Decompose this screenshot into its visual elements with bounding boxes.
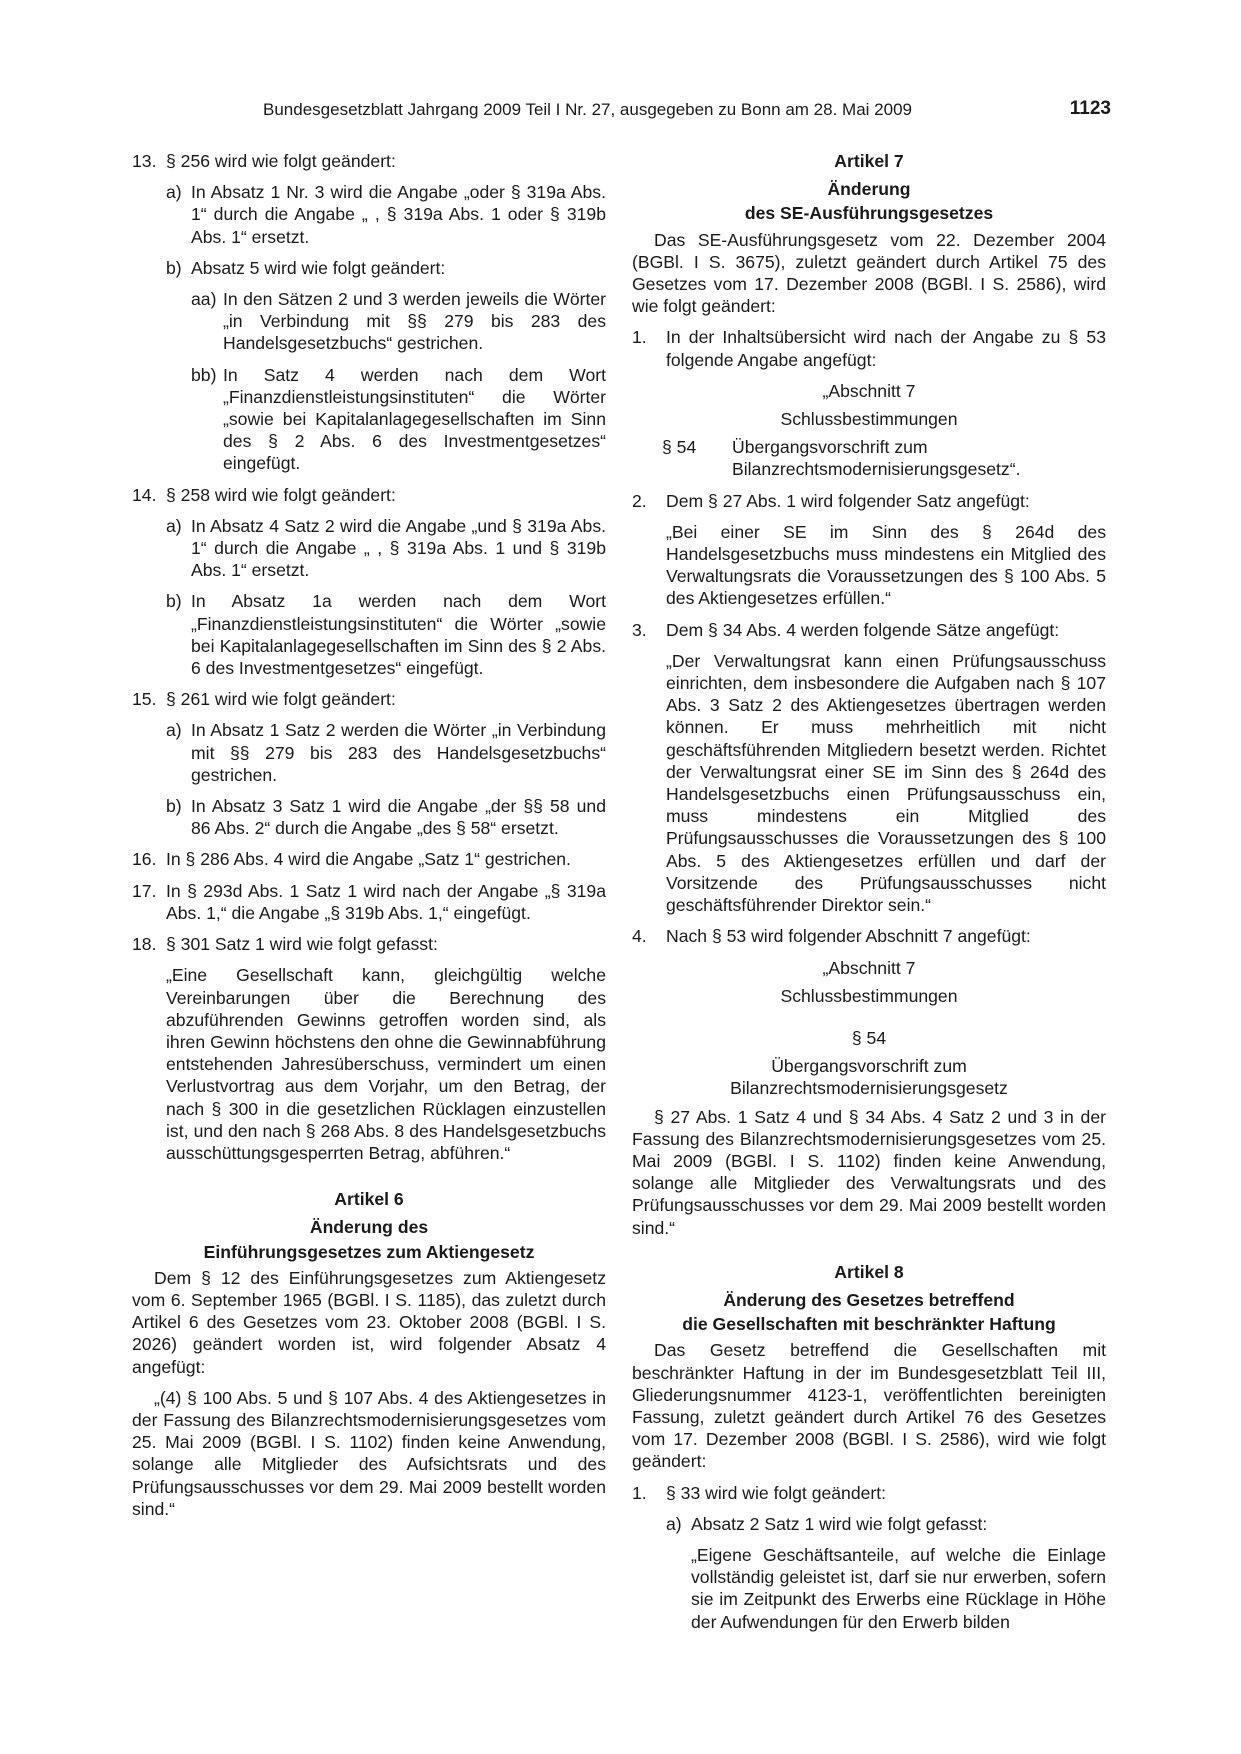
page-number: 1123 xyxy=(1069,98,1111,119)
paragraph-number: § 54 xyxy=(851,1027,887,1048)
article-heading: die Gesellschaften mit beschränkter Haftung xyxy=(682,1314,1056,1335)
paragraph-entry: § 54 Übergangsvorschrift zum Bilanzrechtsmodernisierungsgesetz“. xyxy=(662,437,1021,480)
page-header xyxy=(0,100,1241,126)
paragraph-title: Bilanzrechtsmodernisierungsgesetz xyxy=(730,1078,1008,1099)
right-column xyxy=(632,150,1106,1642)
article-title: Artikel 8 xyxy=(834,1261,904,1282)
list-item: aa) In den Sätzen 2 und 3 werden jeweils die Wörter „in Verbindung mit §§ 279 bis 283 des Handelsgesetzbuchs“ gestrichen. xyxy=(191,289,606,354)
list-item: a) In Absatz 4 Satz 2 wird die Angabe „und § 319a Abs. 1“ durch die Angabe „ , § 319a Abs. 1 und § 319b Abs. 1“ ersetzt. xyxy=(166,515,606,581)
quoted-text: „Eine Gesellschaft kann, gleichgültig welche Vereinbarungen über die Berechnung des abzuführenden Gewinns getroffen worden sind, als ihren Gewinn höchstens den ohne die Gewinnabführung entstehenden Jahresüberschuss, vermindert um einen Verlustvortrag aus dem Vorjahr, um den Betrag, der nach § 300 in die gesetzlichen Rücklagen einzustellen ist, und den nach § 268 Abs. 8 des Handelsgesetzbuchs ausschüttungsgesperrten Betrag, abführen.“ xyxy=(166,965,606,1163)
list-item: 15. § 261 wird wie folgt geändert: xyxy=(132,689,396,710)
list-item: a) In Absatz 1 Nr. 3 wird die Angabe „oder § 319a Abs. 1“ durch die Angabe „ , § 319a Abs. 1 oder § 319b Abs. 1“ ersetzt. xyxy=(166,182,606,247)
list-item: b) In Absatz 1a werden nach dem Wort „Finanzdienstleistungsinstituten“ die Wörter „sowie bei Kapitalanlagegesellschaften im Sinn des § 2 Abs. 6 des Investmentgesetzes“ eingefügt. xyxy=(166,591,606,679)
list-item: 16. In § 286 Abs. 4 wird die Angabe „Satz 1“ gestrichen. xyxy=(132,849,571,870)
article-intro: Das Gesetz betreffend die Gesellschaften mit beschränkter Haftung in der im Bundesgesetzblatt Teil III, Gliederungsnummer 4123-1, veröffentlichten bereinigten Fassung, zuletzt geändert durch Artikel 76 des Gesetzes vom 17. Dezember 2008 (BGBl. I S. 2586), wird wie folgt geändert: xyxy=(632,1340,1106,1472)
quoted-text: „Der Verwaltungsrat kann einen Prüfungsausschuss einrichten, dem insbesondere die Aufgaben nach § 107 Abs. 3 Satz 2 des Aktiengesetzes übertragen werden können. Er muss mehrheitlich mit nicht geschäftsführenden Mitgliedern besetzt werden. Richtet der Verwaltungsrat einer SE im Sinn des § 264d des Handelsgesetzbuchs einen Prüfungsausschuss ein, muss mindestens ein Mitglied des Prüfungsausschusses die Voraussetzungen des § 100 Abs. 5 des Aktiengesetzes erfüllen und darf der Vorsitzende des Prüfungsausschusses nicht geschäftsführender Direktor sein.“ xyxy=(666,650,1106,916)
list-item: 14. § 258 wird wie folgt geändert: xyxy=(132,484,396,505)
article-heading: des SE-Ausführungsgesetzes xyxy=(744,203,994,224)
list-item: 17. In § 293d Abs. 1 Satz 1 wird nach der Angabe „§ 319a Abs. 1,“ die Angabe „§ 319b Abs. 1,“ eingefügt. xyxy=(132,880,606,923)
article-heading: Einführungsgesetzes zum Aktiengesetz xyxy=(203,1241,535,1262)
section-label: „Abschnitt 7 xyxy=(822,957,916,978)
paragraph-title: Übergangsvorschrift zum xyxy=(771,1056,967,1077)
section-title: Schlussbestimmungen xyxy=(780,985,958,1006)
quoted-text: „(4) § 100 Abs. 5 und § 107 Abs. 4 des Aktiengesetzes in der Fassung des Bilanzrechtsmodernisierungsgesetzes vom 25. Mai 2009 (BGBl. I S. 1102) finden keine Anwendung, solange alle Mitglieder des Aufsichtsrats und des Prüfungsausschusses vor dem 29. Mai 2009 bestellt worden sind.“ xyxy=(132,1387,606,1519)
list-item: 1. § 33 wird wie folgt geändert: xyxy=(632,1482,887,1503)
article-intro: Das SE-Ausführungsgesetz vom 22. Dezember 2004 (BGBl. I S. 3675), zuletzt geändert durch Artikel 75 des Gesetzes vom 17. Dezember 2008 (BGBl. I S. 2586), wird wie folgt geändert: xyxy=(632,229,1106,317)
list-item: 3. Dem § 34 Abs. 4 werden folgende Sätze angefügt: xyxy=(632,619,1060,640)
list-item: 4. Nach § 53 wird folgender Abschnitt 7 angefügt: xyxy=(632,926,1031,947)
article-heading: Änderung xyxy=(827,179,911,200)
article-intro: Dem § 12 des Einführungsgesetzes zum Aktiengesetz vom 6. September 1965 (BGBl. I S. 1185), das zuletzt durch Artikel 6 des Gesetzes vom 23. Oktober 2008 (BGBl. I S. 2026) geändert worden ist, wird folgender Absatz 4 angefügt: xyxy=(132,1267,606,1377)
list-item: b) In Absatz 3 Satz 1 wird die Angabe „der §§ 58 und 86 Abs. 2“ durch die Angabe „des § 58“ ersetzt. xyxy=(166,796,606,839)
header-title: Bundesgesetzblatt Jahrgang 2009 Teil I Nr. 27, ausgegeben zu Bonn am 28. Mai 2009 xyxy=(263,100,912,119)
list-item: 1. In der Inhaltsübersicht wird nach der Angabe zu § 53 folgende Angabe angefügt: xyxy=(632,327,1106,370)
section-title: Schlussbestimmungen xyxy=(780,409,958,430)
list-item: bb) In Satz 4 werden nach dem Wort „Finanzdienstleistungsinstituten“ die Wörter „sowie bei Kapitalanlagegesellschaften im Sinn des § 2 Abs. 6 des Investmentgesetzes“ eingefügt. xyxy=(191,364,606,474)
quoted-text: „Bei einer SE im Sinn des § 264d des Handelsgesetzbuchs muss mindestens ein Mitglied des Verwaltungsrats die Voraussetzungen des § 100 Abs. 5 des Aktiengesetzes erfüllen.“ xyxy=(666,521,1106,609)
quoted-text: „Eigene Geschäftsanteile, auf welche die Einlage vollständig geleistet ist, darf sie nur erwerben, sofern sie im Zeitpunkt des Erwerbs eine Rücklage in Höhe der Aufwendungen für den Erwerb bilden xyxy=(691,1544,1106,1632)
list-item: a) Absatz 2 Satz 1 wird wie folgt gefasst: xyxy=(666,1513,988,1534)
list-item: a) In Absatz 1 Satz 2 werden die Wörter „in Verbindung mit §§ 279 bis 283 des Handelsgesetzbuchs“ gestrichen. xyxy=(166,720,606,785)
list-item: b) Absatz 5 wird wie folgt geändert: xyxy=(166,257,446,278)
list-item: 13. § 256 wird wie folgt geändert: xyxy=(132,151,396,171)
article-title: Artikel 7 xyxy=(834,151,904,171)
paragraph-text: § 27 Abs. 1 Satz 4 und § 34 Abs. 4 Satz 2 und 3 in der Fassung des Bilanzrechtsmodernisierungsgesetzes vom 25. Mai 2009 (BGBl. I S. 1102) finden keine Anwendung, solange alle Mitglieder des Verwaltungsrats und des Prüfungsausschusses vor dem 29. Mai 2009 bestellt worden sind.“ xyxy=(632,1106,1106,1238)
left-column xyxy=(132,150,606,1529)
article-title: Artikel 6 xyxy=(334,1189,404,1210)
list-item: 2. Dem § 27 Abs. 1 wird folgender Satz angefügt: xyxy=(632,490,1030,511)
article-heading: Änderung des Gesetzes betreffend xyxy=(723,1289,1015,1310)
section-label: „Abschnitt 7 xyxy=(822,380,916,401)
article-heading: Änderung des xyxy=(309,1217,429,1238)
list-item: 18. § 301 Satz 1 wird wie folgt gefasst: xyxy=(132,934,438,955)
